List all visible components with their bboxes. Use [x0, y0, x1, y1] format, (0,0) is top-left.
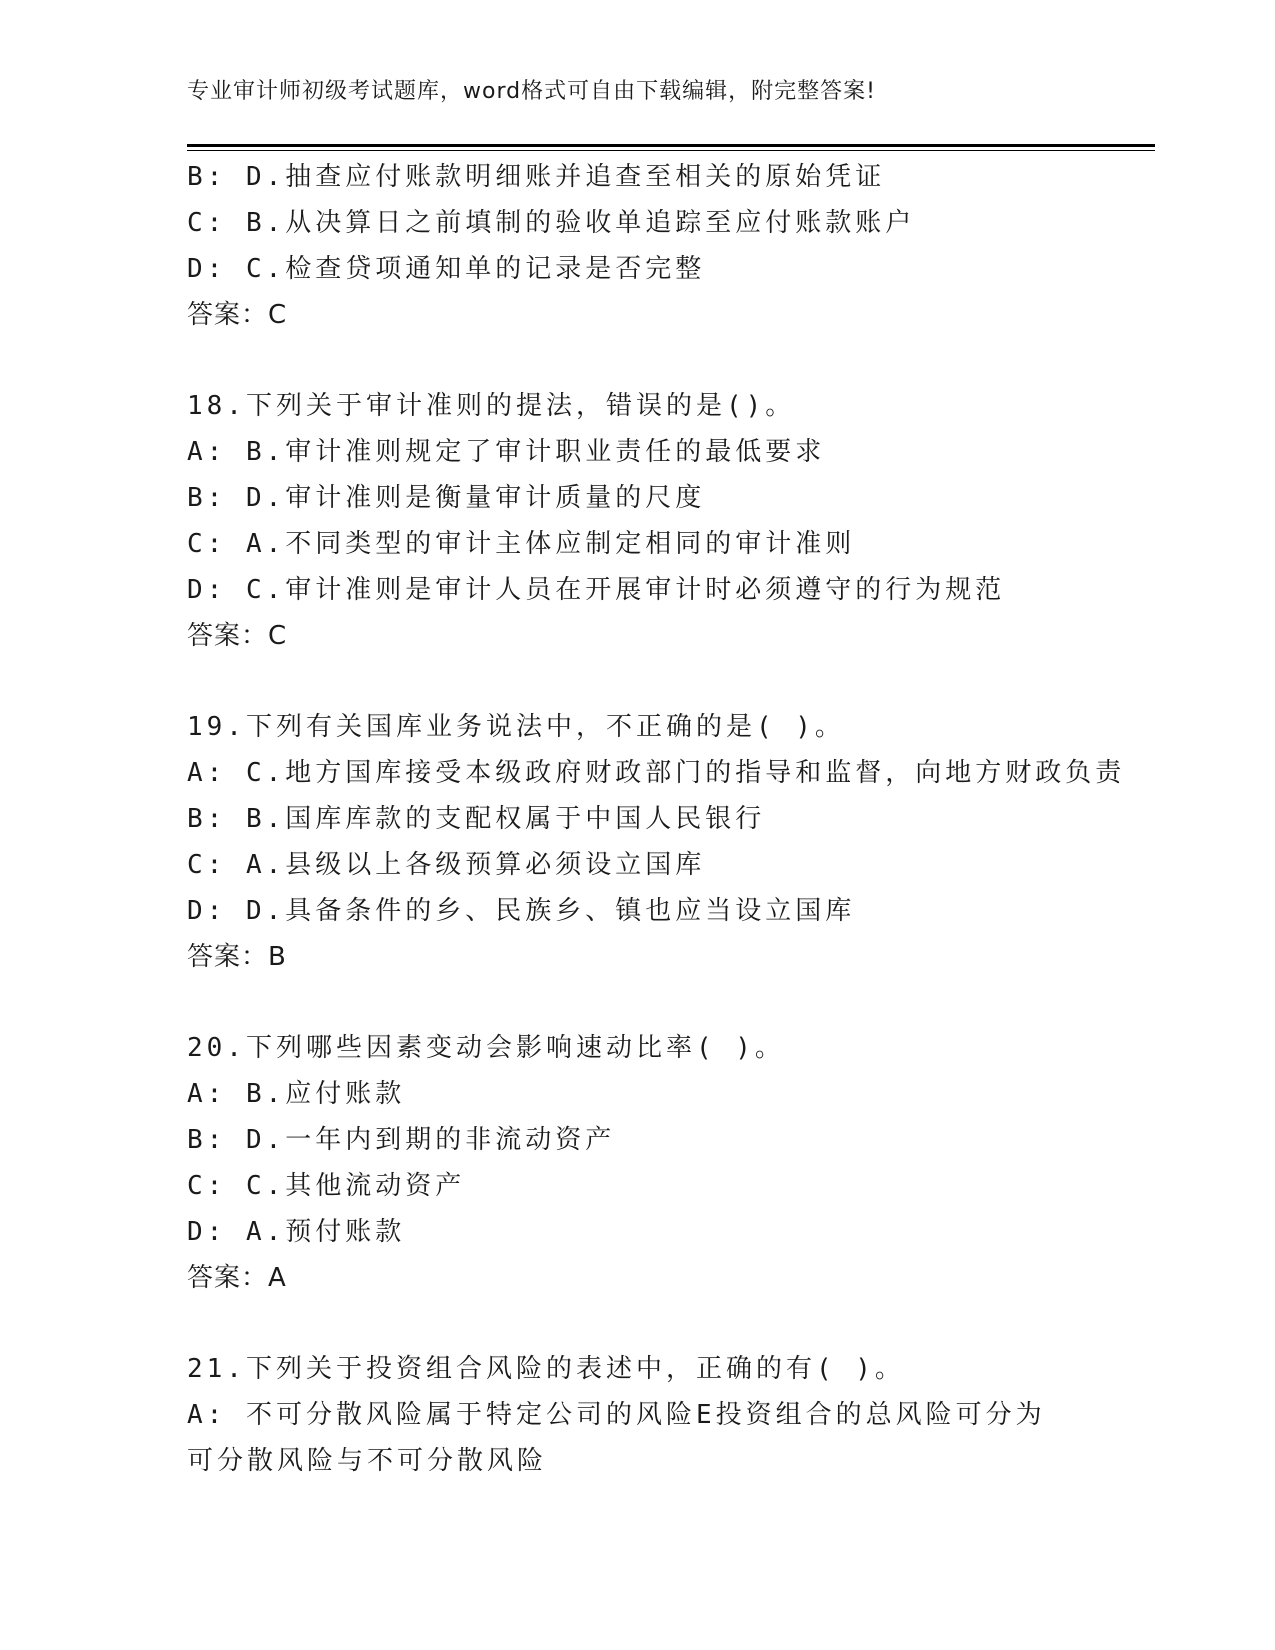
option-line: B: D.审计准则是衡量审计质量的尺度 [187, 483, 706, 513]
question-stem: 21.下列关于投资组合风险的表述中，正确的有( )。 [187, 1354, 905, 1384]
option-line: A: C.地方国库接受本级政府财政部门的指导和监督，向地方财政负责 [187, 758, 1126, 788]
option-line: C: A.不同类型的审计主体应制定相同的审计准则 [187, 529, 856, 559]
answer-line: 答案：C [187, 621, 288, 651]
option-line: B: D.一年内到期的非流动资产 [187, 1125, 616, 1155]
option-line: C: A.县级以上各级预算必须设立国库 [187, 850, 706, 880]
answer-line: 答案：C [187, 300, 288, 330]
option-line: D: C.审计准则是审计人员在开展审计时必须遵守的行为规范 [187, 575, 1006, 605]
question-19 [187, 704, 1126, 980]
option-line: B: B.国库库款的支配权属于中国人民银行 [187, 804, 766, 834]
spacer [187, 659, 1087, 704]
question-content [187, 154, 1126, 1484]
header-rule-thick [187, 144, 1155, 147]
question-20 [187, 1025, 1087, 1301]
answer-line: 答案：A [187, 1263, 287, 1293]
spacer [187, 1301, 1087, 1346]
question-stem: 19.下列有关国库业务说法中，不正确的是( )。 [187, 712, 845, 742]
option-line: D: C.检查贷项通知单的记录是否完整 [187, 254, 706, 284]
question-stem: 20.下列哪些因素变动会影响速动比率( )。 [187, 1033, 785, 1063]
question-17-continuation [187, 154, 1087, 338]
option-line: A: B.审计准则规定了审计职业责任的最低要求 [187, 437, 826, 467]
spacer [187, 980, 1087, 1025]
option-line: C: B.从决算日之前填制的验收单追踪至应付账款账户 [187, 208, 916, 238]
option-line: D: D.具备条件的乡、民族乡、镇也应当设立国库 [187, 896, 856, 926]
option-line: A: B.应付账款 [187, 1079, 406, 1109]
option-line: A: 不可分散风险属于特定公司的风险E投资组合的总风险可分为可分散风险与不可分散风险 [187, 1400, 1046, 1476]
header-note: 专业审计师初级考试题库，word格式可自由下载编辑，附完整答案! [187, 79, 876, 104]
header-rule-thin [187, 150, 1155, 151]
option-line: B: D.抽查应付账款明细账并追查至相关的原始凭证 [187, 162, 886, 192]
spacer [187, 338, 1087, 383]
answer-line: 答案：B [187, 942, 287, 972]
question-stem: 18.下列关于审计准则的提法，错误的是()。 [187, 391, 796, 421]
option-line: D: A.预付账款 [187, 1217, 406, 1247]
question-21 [187, 1346, 1087, 1484]
option-line: C: C.其他流动资产 [187, 1171, 466, 1201]
question-18 [187, 383, 1087, 659]
